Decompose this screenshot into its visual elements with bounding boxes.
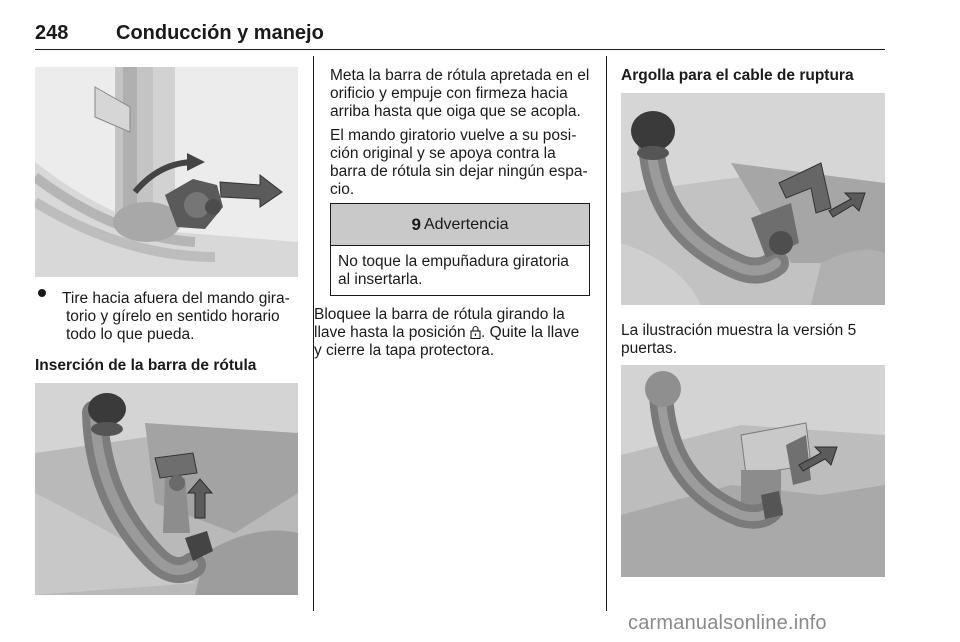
lock-closed-icon (470, 325, 481, 339)
warning-line-1: No toque la empuñadura giratoria (338, 253, 569, 270)
bullet-line-3: todo lo que pueda. (66, 326, 195, 343)
para1-line-1: Meta la barra de rótula apretada en el (330, 67, 590, 84)
warning-box (330, 203, 590, 296)
warning-header (331, 204, 589, 246)
column-divider-2 (606, 56, 607, 611)
figure-eyelet-5-door (621, 365, 885, 577)
warning-title: Advertencia (423, 215, 509, 233)
para1-line-3: arriba hasta que oiga que se acopla. (330, 103, 581, 120)
warning-body (331, 246, 589, 289)
para3-line-1: Bloquee la barra de rótula girando la (314, 306, 565, 323)
chapter-title: Conducción y manejo (116, 22, 324, 44)
para2-line-1: El mando giratorio vuelve a su posi- (330, 127, 577, 144)
para3-line-2 (314, 324, 579, 342)
section-heading-insertion: Inserción de la barra de rótula (35, 357, 257, 374)
para3-line-2-start: llave hasta la posición (314, 324, 470, 341)
figure-ball-bar-insertion (35, 383, 298, 595)
para2-line-3: barra de rótula sin dejar ningún espa- (330, 163, 588, 180)
bullet-line-1: Tire hacia afuera del mando gira- (62, 290, 290, 307)
watermark-text: carmanualsonline.info (628, 612, 827, 634)
warning-symbol: 9 (411, 214, 421, 234)
page-number: 248 (35, 22, 69, 44)
bullet-marker (38, 289, 46, 297)
warning-line-2: al insertarla. (338, 271, 423, 288)
para3-line-2-end: . Quite la llave (480, 324, 580, 341)
caption-line-1: La ilustración muestra la versión 5 (621, 322, 857, 339)
para1-line-2: orificio y empuje con firmeza hacia (330, 85, 568, 102)
header-rule (35, 49, 885, 50)
para2-line-2: ción original y se apoya contra la (330, 145, 556, 162)
figure-rotary-knob (35, 67, 298, 277)
bullet-line-2: torio y gírelo en sentido horario (66, 308, 280, 325)
para2-line-4: cio. (330, 181, 355, 198)
figure-breakaway-eyelet (621, 93, 885, 305)
caption-line-2: puertas. (621, 340, 678, 357)
section-heading-breakaway: Argolla para el cable de ruptura (621, 67, 854, 84)
para3-line-3: y cierre la tapa protectora. (314, 342, 495, 359)
